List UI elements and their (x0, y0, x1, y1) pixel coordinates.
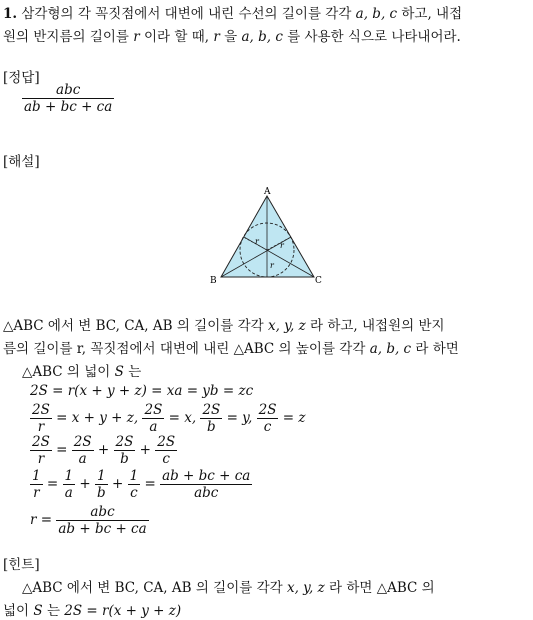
explanation-text: 는 (128, 364, 142, 380)
answer-denominator: ab + bc + ca (24, 99, 113, 115)
hint-line-2 (3, 599, 181, 619)
problem-text: 을 (224, 29, 238, 45)
hint-text: 라 하면 △ABC 의 (329, 580, 435, 596)
vertex-label-a: A (264, 187, 271, 197)
explanation-label: [해설] (3, 154, 40, 170)
explanation-text: △ABC 에서 변 BC, CA, AB 의 길이를 각각 (3, 318, 264, 334)
triangle-abc (221, 196, 314, 277)
problem-line-2 (3, 25, 461, 45)
explanation-text: 라 하면 (415, 341, 459, 357)
vars-xyz: x, y, z (286, 580, 325, 596)
hint-text: △ABC 에서 변 BC, CA, AB 의 길이를 각각 (22, 580, 283, 596)
answer-numerator: abc (56, 82, 81, 98)
var-r: r (213, 29, 220, 45)
problem-text-tail: 하고, 내접 (401, 6, 463, 22)
vars-abc: a, b, c (369, 341, 412, 357)
triangle-figure (205, 186, 325, 286)
var-s: S (114, 364, 124, 380)
radius-label: r (280, 241, 284, 250)
vars-xyz: x, y, z (267, 318, 306, 334)
vertex-label-c: C (315, 276, 322, 286)
radius-label: r (270, 261, 274, 270)
problem-vars-abc: a, b, c (355, 6, 398, 22)
problem-text: 이라 할 때, (144, 29, 210, 45)
problem-text: 원의 반지름의 길이를 (3, 29, 129, 45)
problem-vars-abc: a, b, c (241, 29, 283, 45)
equation-1: 2S = r(x + y + z) = xa = yb = zc (30, 383, 254, 399)
vertex-label-b: B (210, 276, 217, 286)
explanation-text: 름의 길이를 r, 꼭짓점에서 대변에 내린 △ABC 의 높이를 각각 (3, 341, 366, 357)
equation-5: r = $\frac{\text{abc}}{ab + bc + ca}$ (30, 504, 147, 537)
radius-label: r (255, 237, 259, 246)
hint-equation: 2S = r(x + y + z) (64, 603, 182, 619)
problem-line-1 (3, 2, 462, 22)
equation-4: $\frac{1}{r}$ = $\frac{1}{a}$ + $\frac{1}{b}$ + $\frac{1}{c}$ = $\frac{ab + bc + ca}{\text{abc}}$ (32, 468, 251, 501)
hint-line-1 (22, 576, 435, 596)
answer-fraction (22, 82, 114, 115)
hint-text: 넓이 (3, 603, 30, 619)
explanation-text: 라 하고, 내접원의 반지 (310, 318, 445, 334)
explanation-line-2 (3, 337, 459, 357)
equation-3: $\frac{2S}{r}$ = $\frac{2S}{a}$ + $\frac{2S}{b}$ + $\frac{2S}{c}$ (32, 434, 176, 467)
problem-text: 삼각형의 각 꼭짓점에서 대변에 내린 수선의 길이를 각각 (21, 6, 352, 22)
explanation-line-1 (3, 314, 445, 334)
explanation-line-3 (22, 360, 141, 380)
hint-text: 는 (46, 603, 60, 619)
var-r: r (133, 29, 140, 45)
answer-label: [정답] (3, 70, 40, 86)
problem-number: 1. (3, 6, 18, 22)
hint-label: [힌트] (3, 557, 40, 573)
problem-text: 를 사용한 식으로 나타내어라. (287, 29, 461, 45)
equation-2: $\frac{2S}{r}$ = x + y + z, $\frac{2S}{a}$ = x, $\frac{2S}{b}$ = y, $\frac{2S}{c}$ = z (32, 402, 306, 435)
explanation-text: △ABC 의 넓이 (22, 364, 111, 380)
var-s: S (33, 603, 43, 619)
